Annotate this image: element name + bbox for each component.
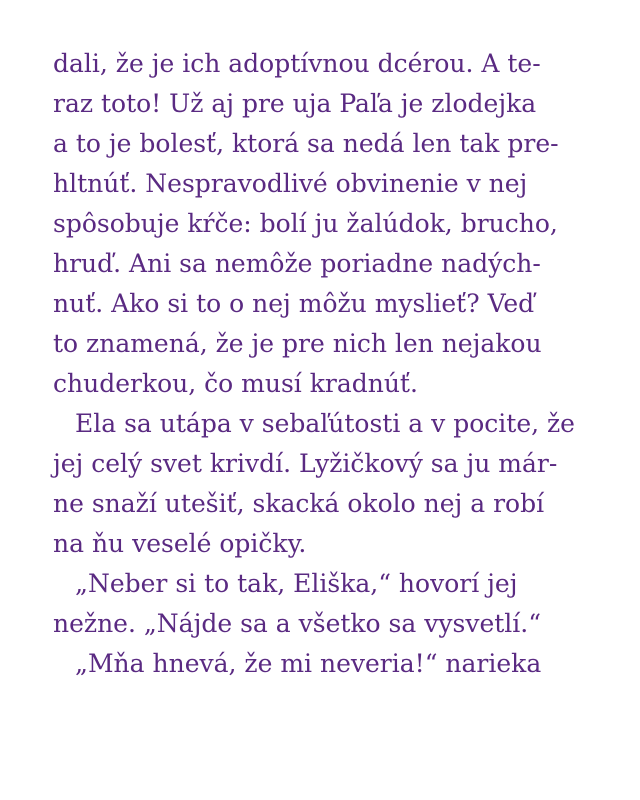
text-line: a to je bolesť, ktorá sa nedá len tak pre- <box>53 129 559 158</box>
text-line: chuderkou, čo musí kradnúť. <box>53 369 418 398</box>
text-line: to znamená, že je pre nich len nejakou <box>53 329 542 358</box>
text-line: ne snaží utešiť, skacká okolo nej a robí <box>53 489 545 518</box>
text-line: nežne. „Nájde sa a všetko sa vysvetlí.“ <box>53 609 542 638</box>
text-line: dali, že je ich adoptívnou dcérou. A te- <box>53 49 541 78</box>
text-line: nuť. Ako si to o nej môžu myslieť? Veď <box>53 289 535 318</box>
text-line: na ňu veselé opičky. <box>53 529 307 558</box>
paragraph-first-line: Ela sa utápa v sebaľútosti a v pocite, že <box>75 409 575 438</box>
text-line: spôsobuje kŕče: bolí ju žalúdok, brucho, <box>53 209 558 238</box>
paragraph-first-line: „Neber si to tak, Eliška,“ hovorí jej <box>75 569 518 598</box>
text-line: hltnúť. Nespravodlivé obvinenie v nej <box>53 169 528 198</box>
text-line: hruď. Ani sa nemôže poriadne nadých- <box>53 249 541 278</box>
text-line: jej celý svet krivdí. Lyžičkový sa ju már- <box>53 449 558 478</box>
paragraph-first-line: „Mňa hnevá, že mi neveria!“ narieka <box>75 649 542 678</box>
text-line: raz toto! Už aj pre uja Paľa je zlodejka <box>53 89 537 118</box>
